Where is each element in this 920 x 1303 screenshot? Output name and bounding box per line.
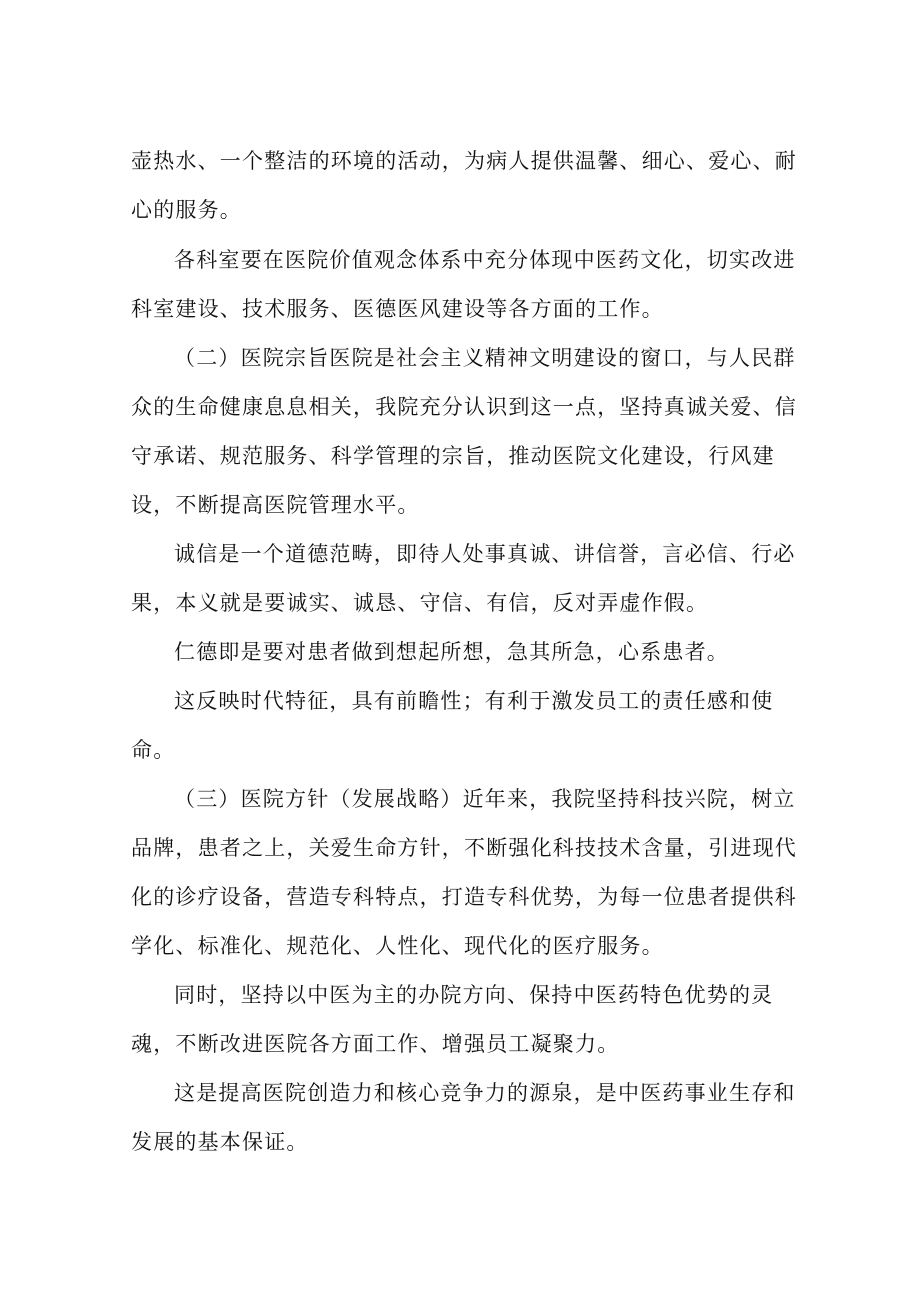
text-line: 同时，坚持以中医为主的办院方向、保持中医药特色优势的灵 xyxy=(174,983,774,1007)
text-line: （二）医院宗旨医院是社会主义精神文明建设的窗口，与人民群 xyxy=(174,346,796,370)
text-line: 魂，不断改进医院各方面工作、增强员工凝聚力。 xyxy=(131,1032,620,1056)
text-line: 守承诺、规范服务、科学管理的宗旨，推动医院文化建设，行风建 xyxy=(131,444,775,468)
text-line: 众的生命健康息息相关，我院充分认识到这一点，坚持真诚关爱、信 xyxy=(131,395,797,419)
text-line: 发展的基本保证。 xyxy=(131,1130,309,1154)
text-line: 学化、标准化、规范化、人性化、现代化的医疗服务。 xyxy=(131,934,664,958)
text-line: 这是提高医院创造力和核心竞争力的源泉，是中医药事业生存和 xyxy=(174,1081,796,1105)
text-line: 诚信是一个道德范畴，即待人处事真诚、讲信誉，言必信、行必 xyxy=(174,542,796,566)
text-line: 化的诊疗设备，营造专科特点，打造专科优势，为每一位患者提供科 xyxy=(131,885,797,909)
text-line: 命。 xyxy=(131,738,176,762)
text-line: 壶热水、一个整洁的环境的活动，为病人提供温馨、细心、爱心、耐 xyxy=(131,149,797,173)
text-line: 设，不断提高医院管理水平。 xyxy=(131,493,420,517)
text-line: 果，本义就是要诚实、诚恳、守信、有信，反对弄虚作假。 xyxy=(131,591,709,615)
text-line: 这反映时代特征，具有前瞻性；有利于激发员工的责任感和使 xyxy=(174,689,774,713)
text-line: 各科室要在医院价值观念体系中充分体现中医药文化，切实改进 xyxy=(174,248,796,272)
text-line: 品牌，患者之上，关爱生命方针，不断强化科技技术含量，引进现代 xyxy=(131,836,797,860)
text-line: 心的服务。 xyxy=(131,198,242,222)
text-line: 仁德即是要对患者做到想起所想，急其所急，心系患者。 xyxy=(174,640,729,664)
text-line: 科室建设、技术服务、医德医风建设等各方面的工作。 xyxy=(131,297,664,321)
text-line: （三）医院方针（发展战略）近年来，我院坚持科技兴院，树立 xyxy=(174,787,796,811)
